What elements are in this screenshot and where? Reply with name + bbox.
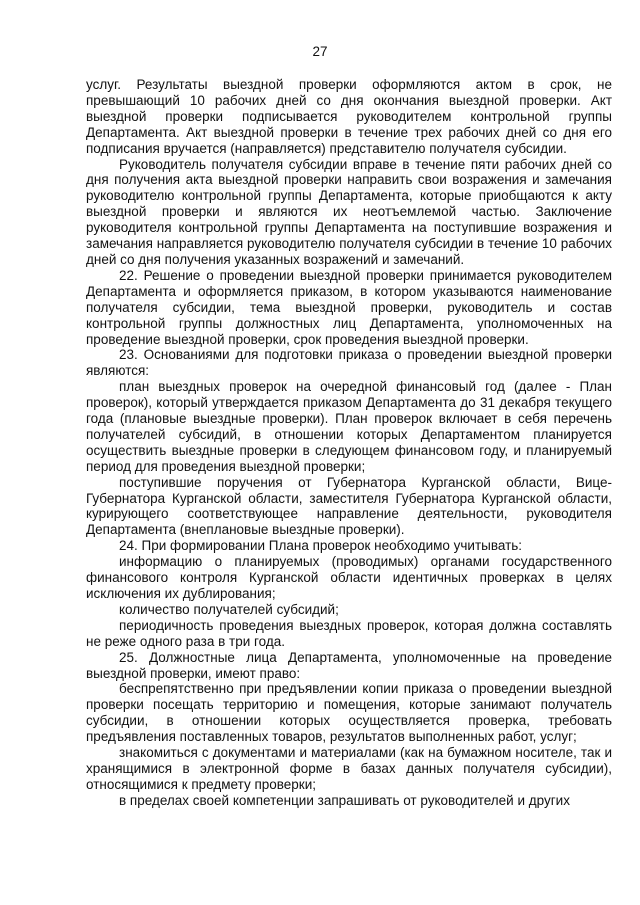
paragraph-12: беспрепятственно при предъявлении копии приказа о проведении выездной проверки посещать территорию и помещения, которые занимают получатель субсидии, в отношении которых осуществляется проверка, требовать предъявления поставленных товаров, результатов выполненных работ, услуг;: [86, 681, 612, 745]
paragraph-4: 23. Основаниями для подготовки приказа о проведении выездной проверки являются:: [86, 347, 612, 379]
paragraph-6: поступившие поручения от Губернатора Курганской области, Вице-Губернатора Курганской области, заместителя Губернатора Курганской области, курирующего соответствующее направление деятельности, руководителя Департамента (внеплановые выездные проверки).: [86, 474, 612, 538]
paragraph-14: в пределах своей компетенции запрашивать от руководителей и других: [119, 792, 570, 808]
paragraph-2: Руководитель получателя субсидии вправе в течение пяти рабочих дней со дня получения акта выездной проверки направить свои возражения и замечания руководителю контрольной группы Департамента, которые приобщаются к акту выездной проверки и являются их неотъемлемой частью. Заключение руководителя контрольной группы Департамента на поступившие возражения и замечания направляется руководителю получателя субсидии в течение 10 рабочих дней со дня получения указанных возражений и замечаний.: [86, 156, 612, 267]
paragraph-11: 25. Должностные лица Департамента, уполномоченные на проведение выездной проверки, имеют право:: [86, 649, 612, 681]
paragraph-1: услуг. Результаты выездной проверки оформляются актом в срок, не превышающий 10 рабочих дней со дня окончания выездной проверки. Акт выездной проверки подписывается руководителем контрольной группы Департамента. Акт выездной проверки в течение трех рабочих дней со дня его подписания вручается (направляется) представителю получателя субсидии.: [86, 77, 612, 156]
paragraph-13: знакомиться с документами и материалами (как на бумажном носителе, так и хранящимися в электронной форме в базах данных получателя субсидии), относящимися к предмету проверки;: [86, 745, 612, 792]
paragraph-5: план выездных проверок на очередной финансовый год (далее - План проверок), который утверждается приказом Департамента до 31 декабря текущего года (плановые выездные проверки). План проверок включает в себя перечень получателей субсидий, в отношении которых Департаментом планируется осуществить выездные проверки в следующем финансовом году, и планируемый период для проведения выездной проверки;: [86, 379, 612, 474]
paragraph-7: 24. При формировании Плана проверок необходимо учитывать:: [119, 538, 523, 554]
paragraph-8: информацию о планируемых (проводимых) органами государственного финансового контроля Курганской области идентичных проверках в целях исключения их дублирования;: [86, 554, 612, 601]
document-body: [86, 77, 612, 809]
paragraph-10: периодичность проведения выездных проверок, которая должна составлять не реже одного раза в три года.: [86, 617, 612, 649]
paragraph-3: 22. Решение о проведении выездной проверки принимается руководителем Департамента и оформляется приказом, в котором указываются наименование получателя субсидии, тема выездной проверки, руководитель и состав контрольной группы должностных лиц Департамента, уполномоченных на проведение выездной проверки, срок проведения выездной проверки.: [86, 267, 612, 347]
paragraph-9: количество получателей субсидий;: [119, 601, 339, 617]
page-number: 27: [312, 44, 328, 59]
